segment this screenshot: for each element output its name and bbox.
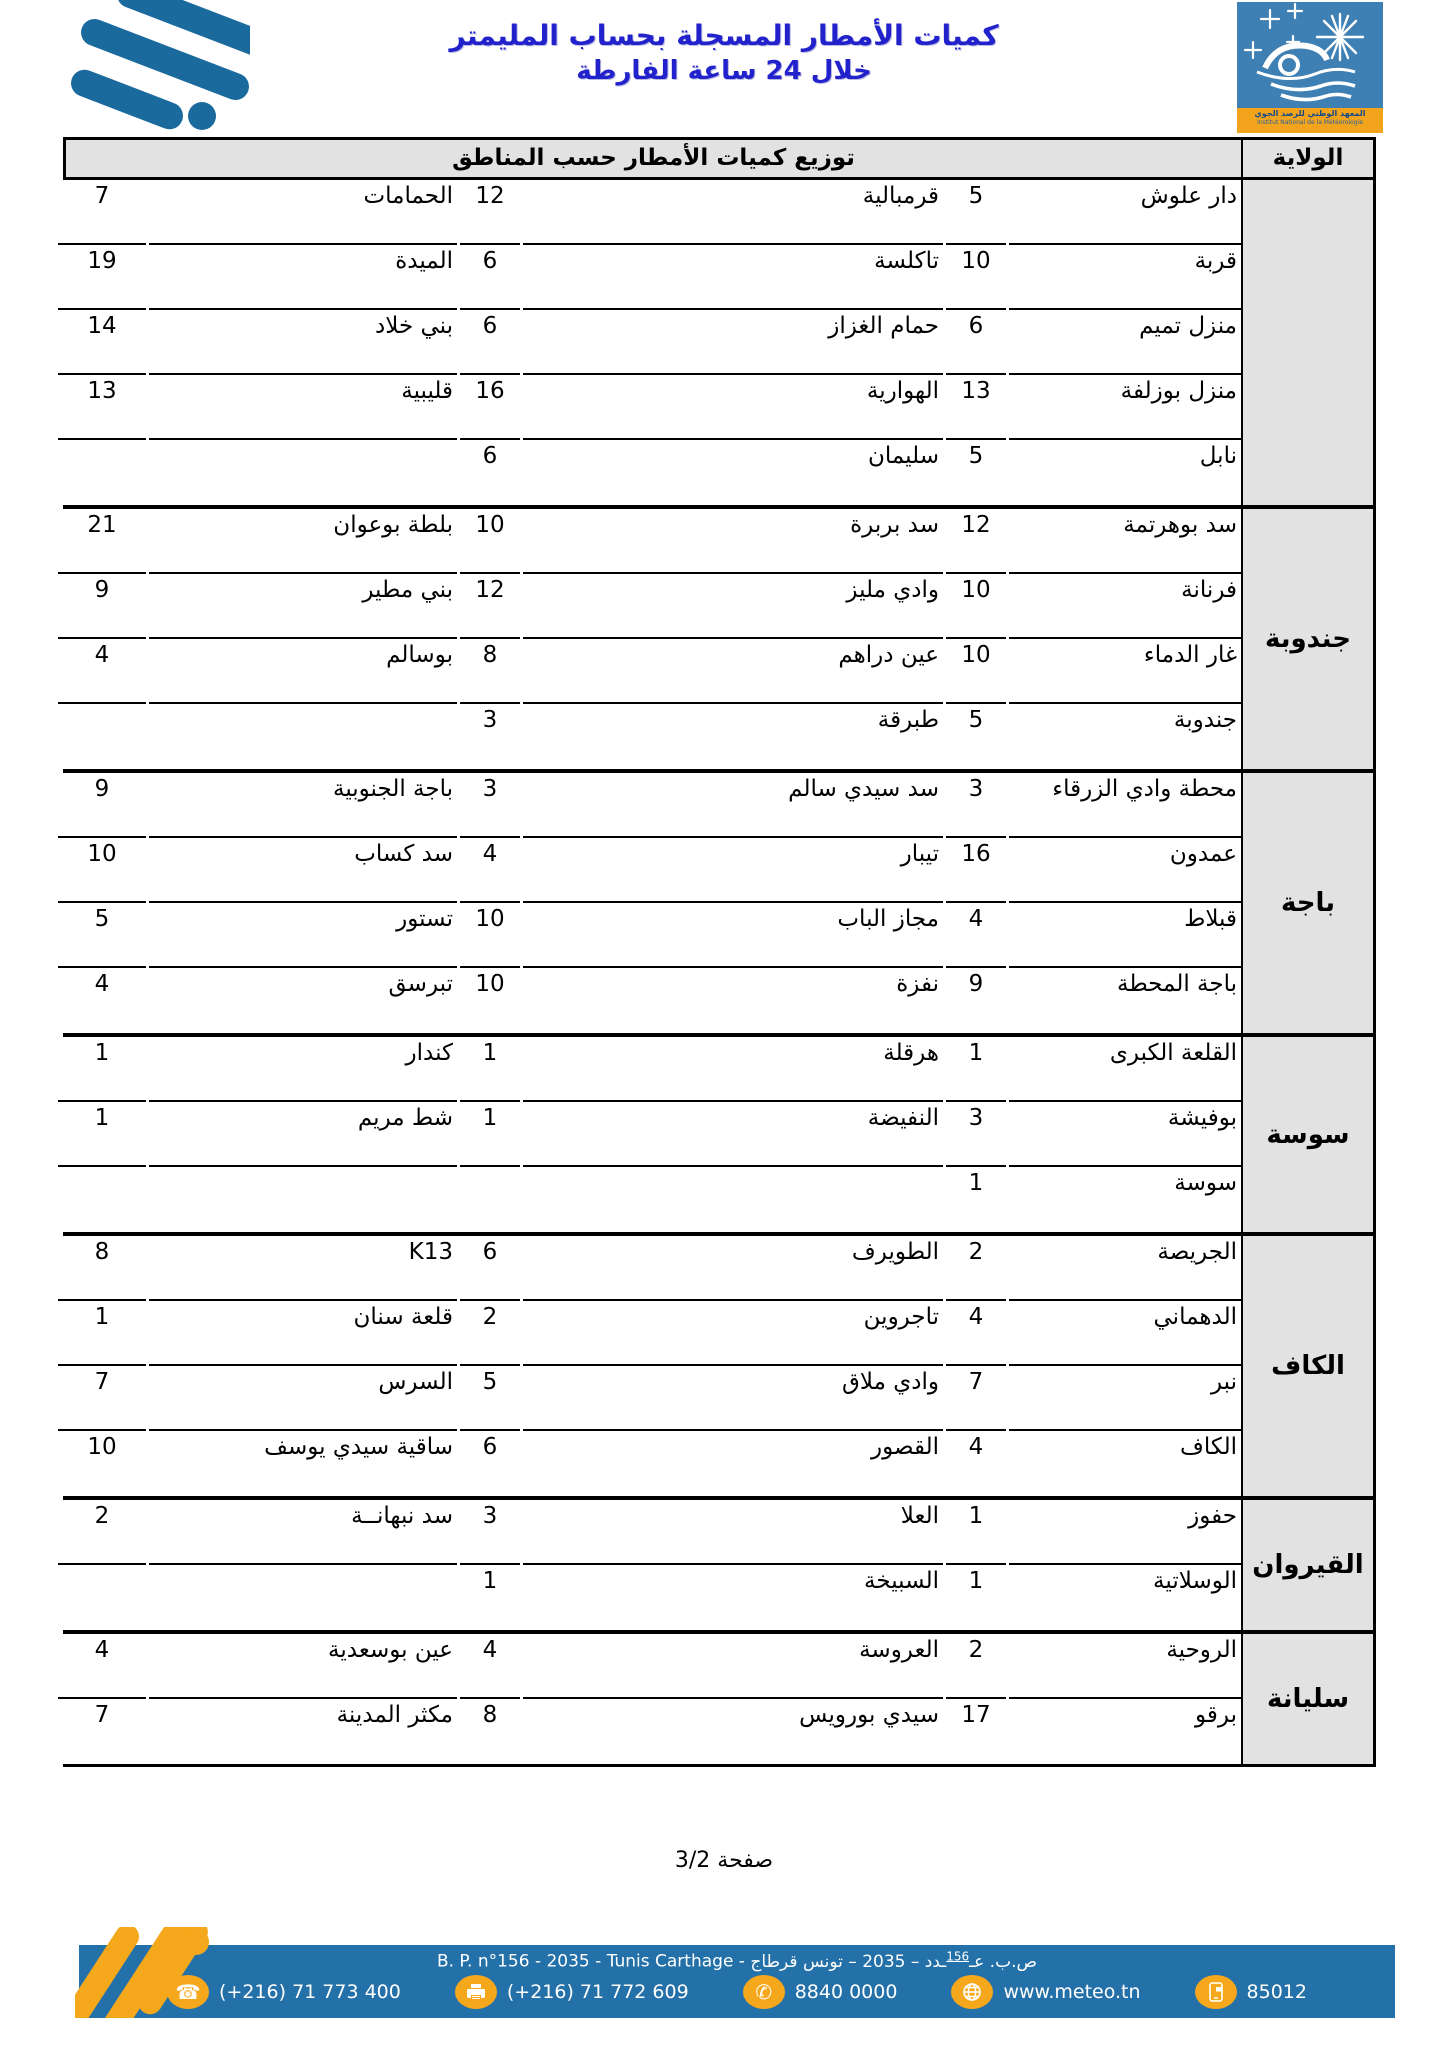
table-row (58, 1301, 1241, 1366)
rain-value: 16 (460, 375, 520, 440)
rain-value: 14 (58, 310, 146, 375)
contact-label: 8840 0000 (794, 1980, 898, 2003)
rain-value: 7 (58, 180, 146, 245)
table-row (58, 574, 1241, 639)
wilaya-group (66, 1500, 1373, 1634)
rain-value: 10 (946, 574, 1006, 639)
station-name: تيبار (523, 838, 943, 903)
station-name: القصور (871, 1434, 939, 1460)
station-name: كندار (149, 1037, 457, 1102)
rain-value: 16 (946, 838, 1006, 903)
rain-value: 2 (58, 1500, 146, 1565)
table-row (58, 1366, 1241, 1431)
rain-value: 1 (460, 1102, 520, 1167)
table-row (58, 1500, 1241, 1565)
station-name: الجريصة (1009, 1236, 1241, 1301)
rain-value: 9 (968, 971, 984, 997)
address-arabic: ص.ب. عـ$^{156}$ـدد – 2035 – تونس قرطاج (750, 1949, 1038, 1972)
station-name: سد سيدي سالم (523, 773, 943, 838)
station-name (149, 1565, 457, 1630)
station-name: قبلاط (1009, 903, 1241, 968)
table-body (66, 180, 1373, 1764)
station-name: الروحية (1009, 1634, 1241, 1699)
rain-value (58, 1167, 146, 1232)
rain-value (58, 1565, 146, 1630)
station-name: قربة (1009, 245, 1241, 310)
station-name (149, 440, 457, 505)
rain-value: 7 (946, 1366, 1006, 1431)
rain-value: 3 (946, 773, 1006, 838)
station-name: طبرقة (877, 707, 939, 733)
rain-value: 5 (968, 707, 984, 733)
table-row (58, 838, 1241, 903)
rain-value: 8 (58, 1236, 146, 1301)
rain-value: 10 (946, 245, 1006, 310)
phone-icon: ☎ (167, 1975, 209, 2009)
table-row (58, 773, 1241, 838)
rain-value: 1 (58, 1301, 146, 1366)
page-title (0, 18, 1448, 88)
inm-logo-caption-arabic: المعهد الوطني للرصد الجوي (1254, 109, 1366, 118)
rain-value: 4 (946, 1301, 1006, 1366)
table-row (58, 1102, 1241, 1167)
rain-value: 5 (946, 180, 1006, 245)
call-center-icon: ✆ (743, 1975, 785, 2009)
streak-dot (188, 102, 216, 130)
station-name: عين بوسعدية (149, 1634, 457, 1699)
station-name: النفيضة (523, 1102, 943, 1167)
station-name: باجة المحطة (1116, 971, 1237, 997)
table-header-row (66, 140, 1373, 180)
station-name: بوفيشة (1009, 1102, 1241, 1167)
rain-value: 9 (58, 574, 146, 639)
station-name: سد نبهانــة (149, 1500, 457, 1565)
rain-value (58, 704, 146, 769)
contact-label: 85012 (1246, 1980, 1307, 2003)
contact-website (951, 1975, 1140, 2009)
station-name: قليبية (149, 375, 457, 440)
rain-value: 3 (946, 1102, 1006, 1167)
station-name: سوسة (1174, 1170, 1237, 1196)
table-row (58, 440, 1241, 505)
contact-fax (455, 1975, 689, 2009)
inm-logo-caption-french: Institut National de la Météorologie (1257, 119, 1363, 126)
rain-value: 4 (460, 838, 520, 903)
streak-dot (183, 1929, 209, 1955)
rain-value: 6 (460, 310, 520, 375)
station-name (149, 1167, 457, 1232)
station-name: منزل تميم (1009, 310, 1241, 375)
distribution-header: توزيع كميات الأمطار حسب المناطق (66, 140, 1241, 180)
rain-value: 12 (946, 509, 1006, 574)
station-name: العلا (523, 1500, 943, 1565)
contact-sms (1195, 1975, 1307, 2009)
station-name: القلعة الكبرى (1009, 1037, 1241, 1102)
station-name: منزل بوزلفة (1009, 375, 1241, 440)
rain-value: 4 (94, 971, 110, 997)
station-name: سد بربرة (523, 509, 943, 574)
rain-value: 4 (946, 903, 1006, 968)
wilaya-group (66, 1037, 1373, 1236)
rain-value: 3 (482, 707, 498, 733)
station-name: الهوارية (523, 375, 943, 440)
station-name: بني خلاد (149, 310, 457, 375)
rain-value: 10 (87, 1434, 117, 1460)
station-name: دار علوش (1009, 180, 1241, 245)
rain-value: 4 (968, 1434, 984, 1460)
table-row (58, 1565, 1241, 1630)
contacts-row (79, 1975, 1395, 2009)
rain-value: 10 (58, 838, 146, 903)
station-name: سليمان (867, 443, 939, 469)
station-name: العروسة (523, 1634, 943, 1699)
station-name: برقو (1195, 1702, 1237, 1728)
table-row (58, 1167, 1241, 1232)
station-name: بلطة بوعوان (149, 509, 457, 574)
station-name: K13 (149, 1236, 457, 1301)
station-name: سيدي بورويس (799, 1702, 939, 1728)
rain-value: 1 (482, 1568, 498, 1594)
rain-value: 1 (58, 1102, 146, 1167)
station-name: وادي مليز (523, 574, 943, 639)
station-name: السرس (149, 1366, 457, 1431)
station-name: الطويرف (523, 1236, 943, 1301)
address-french: B. P. n°156 - 2035 - Tunis Carthage - (436, 1951, 751, 1972)
rain-value: 7 (58, 1366, 146, 1431)
station-name: فرنانة (1009, 574, 1241, 639)
table-row (58, 245, 1241, 310)
station-name: قرمبالية (523, 180, 943, 245)
rain-value: 1 (946, 1500, 1006, 1565)
station-name: ساقية سيدي يوسف (264, 1434, 453, 1460)
rain-value: 5 (58, 903, 146, 968)
station-name: غار الدماء (1009, 639, 1241, 704)
contact-label: (+216) 71 772 609 (506, 1980, 689, 2003)
station-name (523, 1167, 943, 1232)
wilaya-label: سوسة (1241, 1037, 1373, 1232)
station-name: حفوز (1009, 1500, 1241, 1565)
table-row (58, 968, 1241, 1033)
rain-value: 10 (460, 509, 520, 574)
station-name: الكاف (1180, 1434, 1237, 1460)
station-name: عين دراهم (523, 639, 943, 704)
rain-value: 19 (58, 245, 146, 310)
rain-value: 6 (946, 310, 1006, 375)
globe-icon (951, 1975, 993, 2009)
station-name: سد بوهرتمة (1009, 509, 1241, 574)
rain-value (460, 1167, 520, 1232)
station-name: باجة الجنوبية (149, 773, 457, 838)
station-name (149, 704, 457, 769)
station-name: السبيخة (864, 1568, 939, 1594)
page-title-line2: خلال 24 ساعة الفارطة (576, 56, 872, 86)
contact-label: (+216) 71 773 400 (219, 1980, 401, 2003)
table-row (58, 903, 1241, 968)
page-title-line1: كميات الأمطار المسجلة بحساب المليمتر (449, 19, 999, 52)
rain-value: 12 (460, 574, 520, 639)
sms-icon (1195, 1975, 1237, 2009)
rain-value: 2 (460, 1301, 520, 1366)
rain-value: 6 (460, 1236, 520, 1301)
wilaya-group (66, 180, 1373, 509)
table-row (58, 1699, 1241, 1764)
footer-band (79, 1945, 1395, 2018)
rain-value: 10 (475, 971, 505, 997)
wilaya-label: القيروان (1241, 1500, 1373, 1630)
wilaya-label (1241, 180, 1373, 505)
rain-value: 3 (460, 1500, 520, 1565)
rain-value: 13 (946, 375, 1006, 440)
rain-value: 4 (58, 1634, 146, 1699)
wilaya-label: جندوبة (1241, 509, 1373, 769)
rain-value: 5 (968, 443, 984, 469)
table-row (58, 1236, 1241, 1301)
table-row (58, 1037, 1241, 1102)
rain-value: 9 (58, 773, 146, 838)
station-name: محطة وادي الزرقاء (1009, 773, 1241, 838)
rain-value: 21 (58, 509, 146, 574)
table-row (58, 509, 1241, 574)
wilaya-column-header: الولاية (1241, 140, 1373, 180)
rain-value: 6 (482, 1434, 498, 1460)
rainfall-table (63, 137, 1376, 1767)
rain-value: 6 (482, 443, 498, 469)
rain-value: 12 (460, 180, 520, 245)
po-box-number: 156 (946, 1949, 970, 1963)
station-name: الميدة (149, 245, 457, 310)
rain-value: 7 (94, 1702, 110, 1728)
table-row (58, 704, 1241, 769)
wilaya-label: الكاف (1241, 1236, 1373, 1496)
station-name: الحمامات (149, 180, 457, 245)
table-row (58, 310, 1241, 375)
station-name: تاكلسة (523, 245, 943, 310)
table-row (58, 1634, 1241, 1699)
inm-logo-caption (1237, 108, 1383, 133)
station-name: بوسالم (149, 639, 457, 704)
rain-value (58, 440, 146, 505)
inm-emblem-art (1237, 2, 1383, 108)
fax-icon (455, 1975, 497, 2009)
rain-value: 1 (58, 1037, 146, 1102)
contact-callcenter (743, 1975, 898, 2009)
station-name: هرقلة (523, 1037, 943, 1102)
contact-label: www.meteo.tn (1003, 1980, 1141, 2003)
wilaya-group (66, 773, 1373, 1037)
station-name: بني مطير (149, 574, 457, 639)
rain-value: 8 (482, 1702, 498, 1728)
wilaya-group (66, 1634, 1373, 1764)
station-name: مجاز الباب (523, 903, 943, 968)
table-row (58, 375, 1241, 440)
weather-emblem-icon (1237, 2, 1383, 108)
station-name: تستور (149, 903, 457, 968)
rain-value: 5 (460, 1366, 520, 1431)
station-name: حمام الغزاز (523, 310, 943, 375)
station-name: الوسلاتية (1153, 1568, 1237, 1594)
station-name: سد كساب (149, 838, 457, 903)
page-number: صفحة 3/2 (674, 1848, 774, 1873)
rain-value: 1 (968, 1568, 984, 1594)
station-name: وادي ملاق (523, 1366, 943, 1431)
rain-value: 1 (968, 1170, 984, 1196)
station-name: تاجروين (523, 1301, 943, 1366)
rain-value: 1 (460, 1037, 520, 1102)
station-name: الدهماني (1009, 1301, 1241, 1366)
station-name: عمدون (1009, 838, 1241, 903)
address-line (79, 1949, 1395, 1972)
wilaya-group (66, 1236, 1373, 1500)
rain-value: 1 (946, 1037, 1006, 1102)
station-name: جندوبة (1173, 707, 1237, 733)
station-name: نبر (1009, 1366, 1241, 1431)
rain-value: 17 (961, 1702, 991, 1728)
wilaya-label: باجة (1241, 773, 1373, 1033)
rain-value: 2 (946, 1236, 1006, 1301)
station-name: تبرسق (388, 971, 453, 997)
station-name: نابل (1199, 443, 1237, 469)
inm-emblem-logo (1237, 2, 1383, 133)
station-name: شط مريم (149, 1102, 457, 1167)
rain-value: 3 (460, 773, 520, 838)
rain-value: 10 (460, 903, 520, 968)
rain-value: 4 (58, 639, 146, 704)
table-row (58, 180, 1241, 245)
station-name: قلعة سنان (149, 1301, 457, 1366)
rain-value: 4 (460, 1634, 520, 1699)
rain-value: 10 (946, 639, 1006, 704)
station-name: مكثر المدينة (336, 1702, 453, 1728)
rain-value: 2 (946, 1634, 1006, 1699)
wilaya-label: سليانة (1241, 1634, 1373, 1764)
rain-value: 8 (460, 639, 520, 704)
table-row (58, 1431, 1241, 1496)
station-name: نفزة (896, 971, 939, 997)
rain-value: 13 (58, 375, 146, 440)
table-row (58, 639, 1241, 704)
footer-rain-streaks-logo (75, 1927, 235, 2018)
rain-value: 6 (460, 245, 520, 310)
wilaya-group (66, 509, 1373, 773)
